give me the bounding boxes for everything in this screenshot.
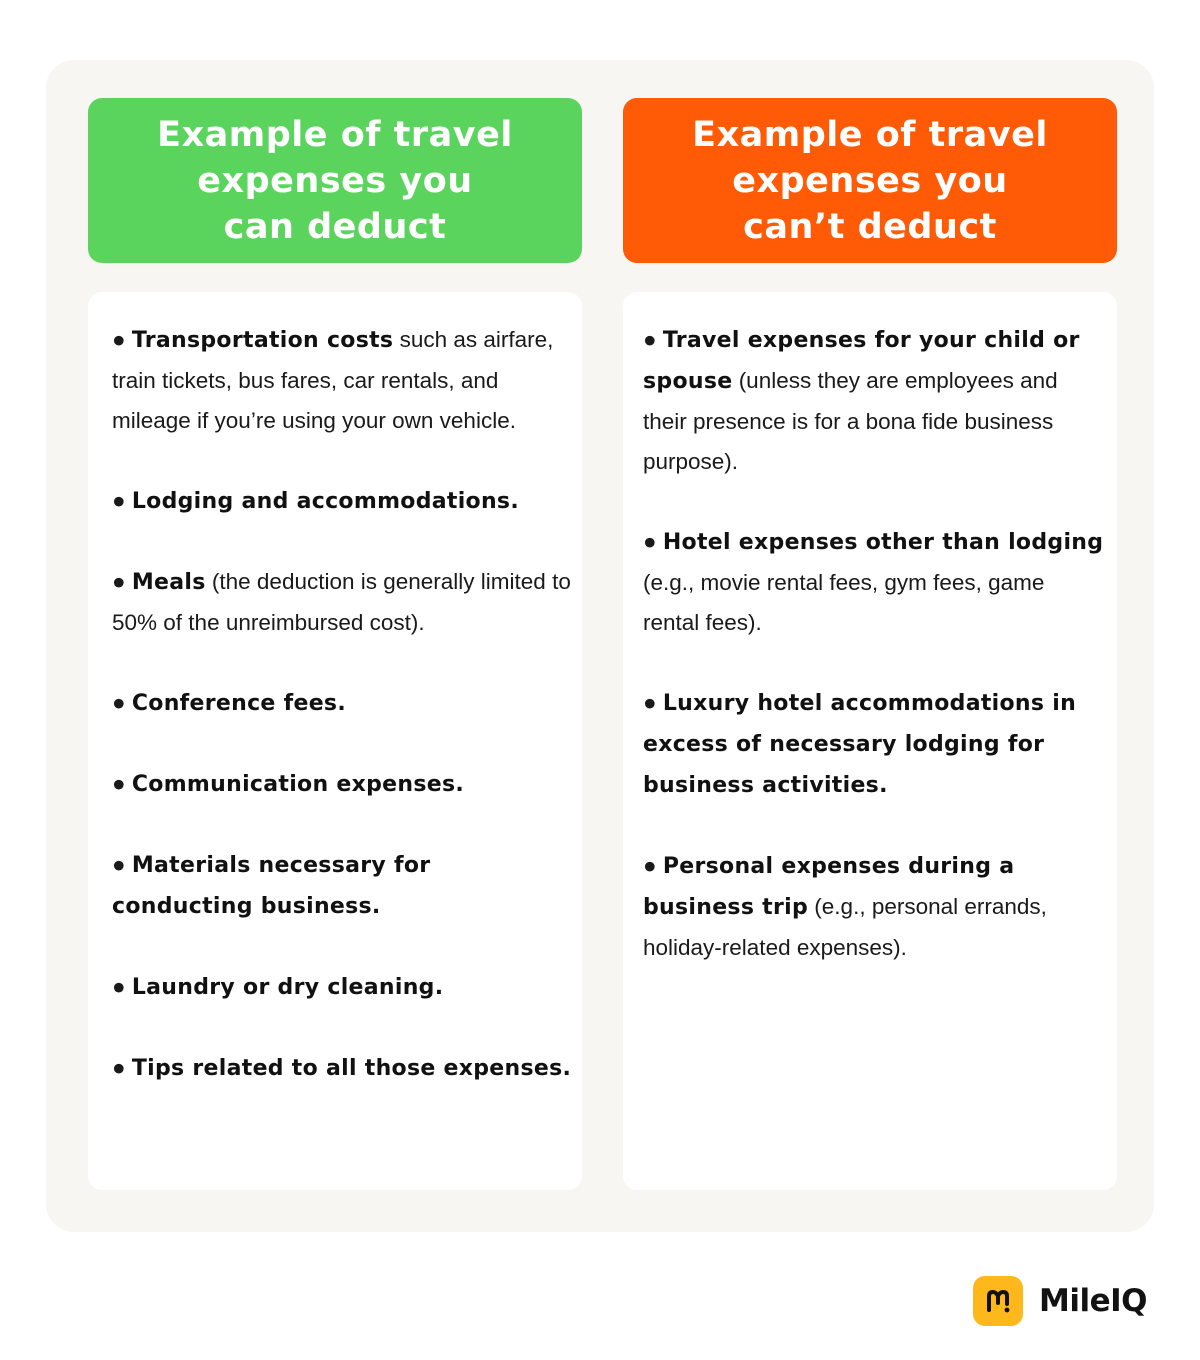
list-item	[643, 846, 1105, 968]
list-item	[112, 1048, 578, 1089]
bullet: ●	[112, 569, 132, 594]
bullet: ●	[112, 771, 132, 796]
bullet: ●	[112, 690, 132, 715]
brand-logo	[973, 1276, 1147, 1326]
bullet: ●	[112, 1055, 132, 1080]
bullet: ●	[112, 488, 132, 513]
list-item	[112, 481, 578, 522]
bullet: ●	[643, 529, 663, 554]
item-bold-text: Lodging and accommodations.	[131, 489, 519, 514]
item-bold-text: Materials necessary for conducting business.	[112, 853, 431, 919]
non-deductible-list	[643, 320, 1105, 1008]
non-deductible-header: Example of travel expenses you can’t deduct	[623, 98, 1117, 263]
item-text: (the deduction is generally limited to 50% of the unreimbursed cost).	[112, 569, 571, 635]
list-item	[112, 764, 578, 805]
item-bold-text: Meals	[131, 570, 206, 595]
list-item	[643, 683, 1105, 806]
item-bold-text: Conference fees.	[131, 691, 346, 716]
item-text: such as airfare, train tickets, bus fares, car rentals, and mileage if you’re using your own vehicle.	[112, 327, 554, 433]
list-item	[643, 522, 1105, 643]
item-text: (e.g., personal errands, holiday-related expenses).	[643, 894, 1047, 960]
item-text: (e.g., movie rental fees, gym fees, game rental fees).	[643, 570, 1045, 635]
deductible-card	[88, 292, 582, 1190]
brand-name: MileIQ	[1039, 1283, 1148, 1319]
bullet: ●	[112, 327, 132, 352]
item-bold-text: Communication expenses.	[131, 772, 465, 797]
list-item	[112, 683, 578, 724]
mileiq-logo-icon	[973, 1276, 1023, 1326]
non-deductible-card	[623, 292, 1117, 1190]
list-item	[112, 320, 578, 441]
deductible-list	[112, 320, 578, 1129]
list-item	[112, 845, 578, 927]
list-item	[112, 967, 578, 1008]
bullet: ●	[112, 974, 132, 999]
deductible-header: Example of travel expenses you can deduct	[88, 98, 582, 263]
item-bold-text: Tips related to all those expenses.	[131, 1056, 572, 1081]
item-bold-text: Transportation costs	[131, 328, 394, 353]
bullet: ●	[643, 690, 663, 715]
item-bold-text: Laundry or dry cleaning.	[131, 975, 444, 1000]
list-item	[643, 320, 1105, 482]
item-bold-text: Hotel expenses other than lodging	[662, 530, 1104, 555]
bullet: ●	[643, 327, 663, 352]
item-bold-text: Travel expenses for your child or spouse	[643, 328, 1080, 394]
bullet: ●	[112, 852, 132, 877]
item-text: (unless they are employees and their presence is for a bona fide business purpose).	[643, 368, 1058, 474]
item-bold-text: Luxury hotel accommodations in excess of necessary lodging for business activities.	[643, 691, 1077, 798]
list-item	[112, 562, 578, 643]
item-bold-text: Personal expenses during a business trip	[643, 854, 1015, 920]
bullet: ●	[643, 853, 663, 878]
